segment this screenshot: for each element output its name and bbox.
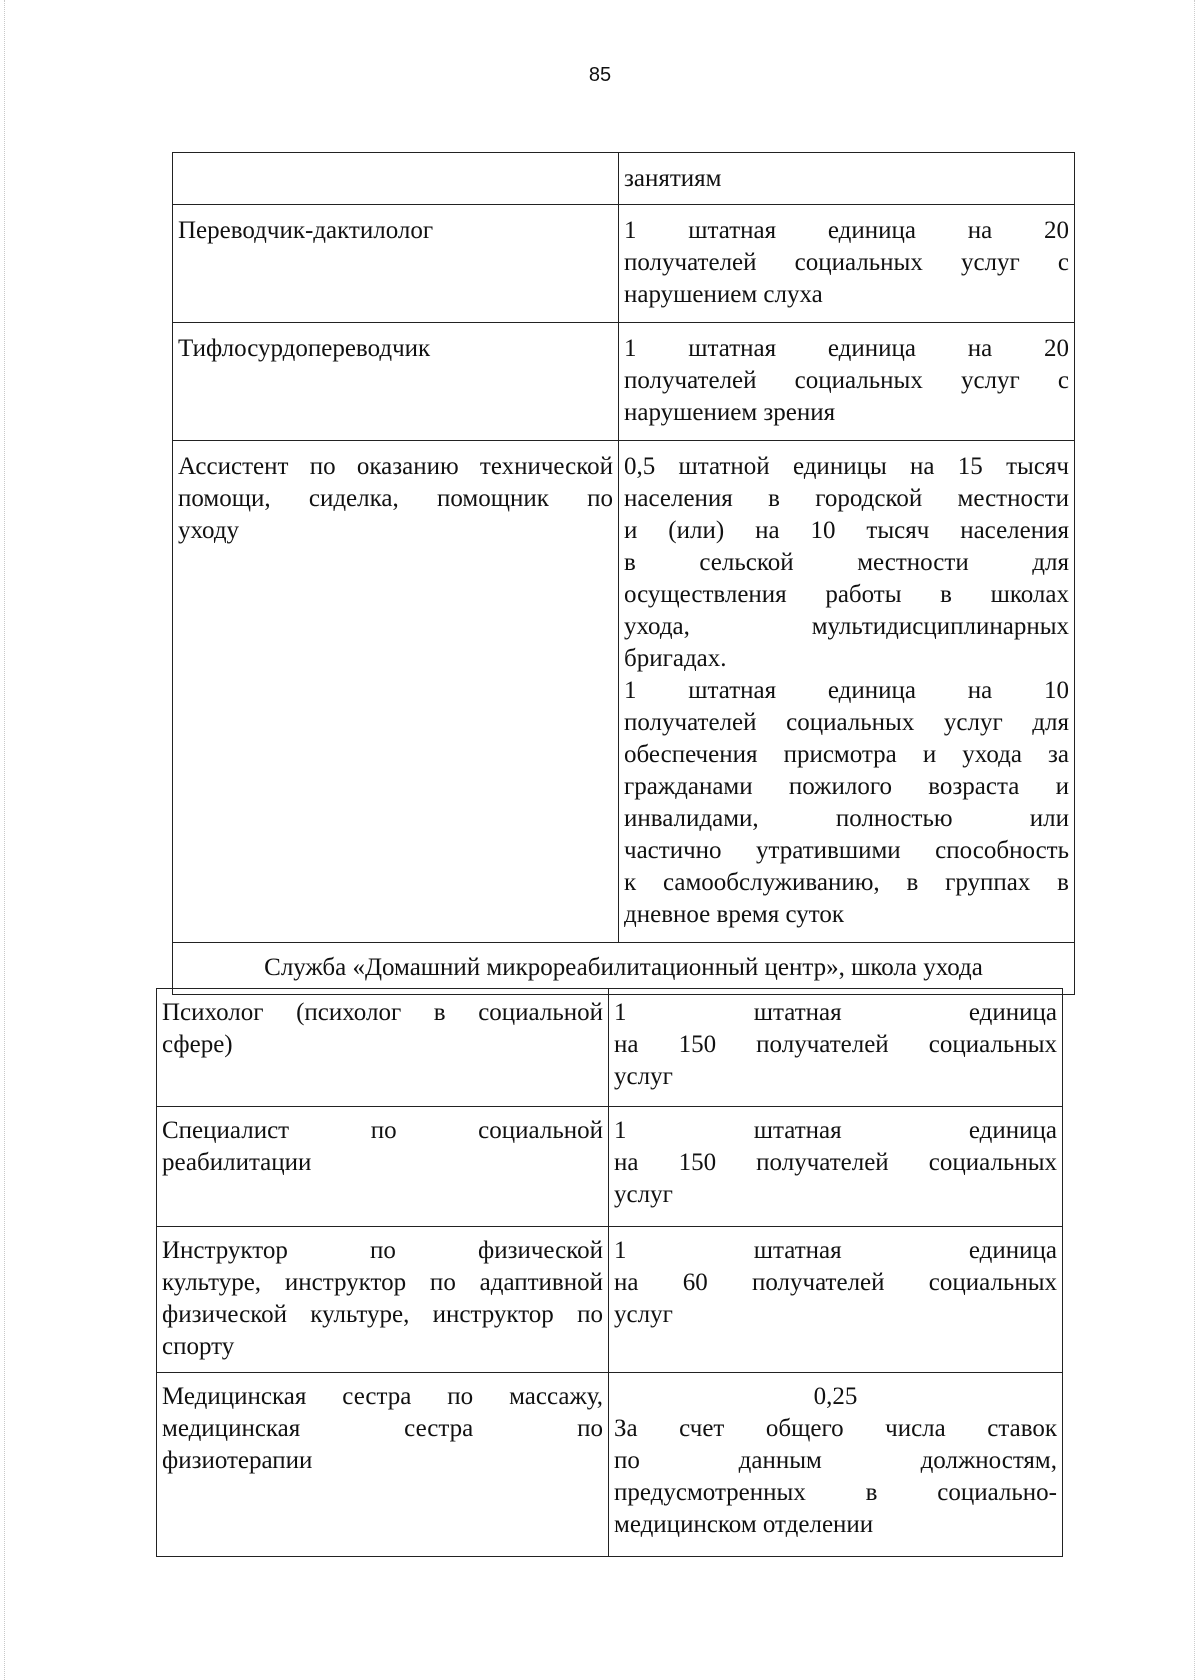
position-line: физической культуре, инструктор по: [162, 1301, 603, 1328]
norm-line: медицинском отделении: [614, 1511, 874, 1538]
norm-cell: [619, 441, 1075, 943]
position-line: спорту: [162, 1333, 235, 1360]
position-cell: [157, 989, 609, 1107]
norm-cell: [609, 1227, 1063, 1373]
staffing-table-upper: [172, 152, 1075, 995]
norm-line: 0,5 штатной единицы на 15 тысяч: [624, 453, 1069, 480]
position-cell: [157, 1227, 609, 1373]
norm-line: осуществления работы в школах: [624, 581, 1069, 608]
norm-cell: [609, 989, 1063, 1107]
norm-line: предусмотренных в социально-: [614, 1479, 1057, 1506]
norm-line: на 150 получателей социальных: [614, 1149, 1057, 1176]
norm-line: гражданами пожилого возраста и: [624, 773, 1069, 800]
norm-line: 1 штатная единица на 10: [624, 677, 1069, 704]
norm-cell: [619, 153, 1075, 205]
norm-line: получателей социальных услуг для: [624, 709, 1069, 736]
norm-line: нарушением зрения: [624, 399, 836, 426]
position-line: физиотерапии: [162, 1447, 313, 1474]
norm-cell: [619, 205, 1075, 323]
position-line: Инструктор по физической: [162, 1237, 603, 1264]
position-line: Специалист по социальной: [162, 1117, 603, 1144]
position-line: Медицинская сестра по массажу,: [162, 1383, 603, 1410]
norm-line: 1 штатная единица: [614, 1237, 1057, 1264]
norm-line: получателей социальных услуг с: [624, 249, 1069, 276]
norm-line: обеспечения присмотра и ухода за: [624, 741, 1069, 768]
norm-line: услуг: [614, 1063, 673, 1090]
table-row: [157, 989, 1063, 1107]
norm-line: инвалидами, полностью или: [624, 805, 1069, 832]
position-cell: Тифлосурдопереводчик: [173, 323, 619, 441]
norm-line: на 60 получателей социальных: [614, 1269, 1057, 1296]
norm-line: дневное время суток: [624, 901, 845, 928]
scan-edge-right: [1194, 0, 1196, 1680]
position-cell: [157, 1373, 609, 1557]
norm-line: в сельской местности для: [624, 549, 1069, 576]
position-line: помощи, сиделка, помощник по: [178, 485, 613, 512]
norm-line: получателей социальных услуг с: [624, 367, 1069, 394]
norm-line: занятиям: [624, 165, 722, 192]
table-row: [173, 323, 1075, 441]
norm-line: и (или) на 10 тысяч населения: [624, 517, 1069, 544]
norm-line: услуг: [614, 1181, 673, 1208]
norm-cell: [609, 1373, 1063, 1557]
position-line: медицинская сестра по: [162, 1415, 603, 1442]
position-line: уходу: [178, 517, 240, 544]
norm-line: За счет общего числа ставок: [614, 1415, 1057, 1442]
norm-cell: [619, 323, 1075, 441]
norm-line: 1 штатная единица на 20: [624, 217, 1069, 244]
norm-line: 1 штатная единица: [614, 1117, 1057, 1144]
position-cell: [173, 153, 619, 205]
norm-value: 0,25: [813, 1383, 858, 1410]
norm-line: 1 штатная единица: [614, 999, 1057, 1026]
norm-line: бригадах.: [624, 645, 727, 672]
position-line: культуре, инструктор по адаптивной: [162, 1269, 603, 1296]
norm-line: ухода, мультидисциплинарных: [624, 613, 1069, 640]
table-row: [173, 205, 1075, 323]
norm-line: 1 штатная единица на 20: [624, 335, 1069, 362]
norm-line: нарушением слуха: [624, 281, 823, 308]
position-line: реабилитации: [162, 1149, 312, 1176]
norm-cell: [609, 1107, 1063, 1227]
norm-line: услуг: [614, 1301, 673, 1328]
position-cell: Переводчик-дактилолог: [173, 205, 619, 323]
norm-line: на 150 получателей социальных: [614, 1031, 1057, 1058]
section-heading-row: [173, 943, 1075, 995]
norm-line: частично утратившими способность: [624, 837, 1069, 864]
table-row: [157, 1373, 1063, 1557]
position-line: сфере): [162, 1031, 233, 1058]
table-row: [173, 441, 1075, 943]
staffing-table-lower: [156, 988, 1063, 1557]
norm-line: населения в городской местности: [624, 485, 1069, 512]
table-row: [157, 1107, 1063, 1227]
section-heading: Служба «Домашний микрореабилитационный центр», школа ухода: [173, 943, 1075, 995]
position-cell: [157, 1107, 609, 1227]
position-cell: [173, 441, 619, 943]
norm-line: к самообслуживанию, в группах в: [624, 869, 1069, 896]
norm-line: по данным должностям,: [614, 1447, 1057, 1474]
scan-edge-left: [4, 0, 6, 1680]
page-number: 85: [588, 64, 612, 86]
position-line: Психолог (психолог в социальной: [162, 999, 603, 1026]
table-row: [173, 153, 1075, 205]
table-row: [157, 1227, 1063, 1373]
position-line: Ассистент по оказанию технической: [178, 453, 613, 480]
